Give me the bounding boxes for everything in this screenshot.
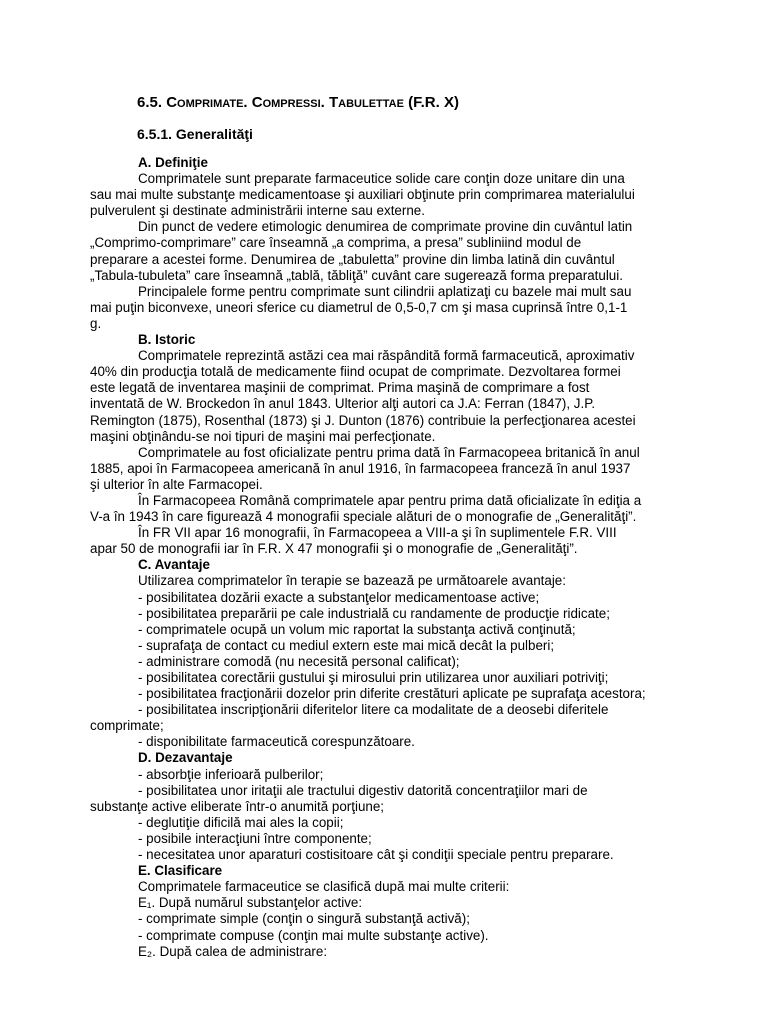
text-line: 1885, apoi în Farmacopeea americană în anul 1916, în farmacopeea franceză în anul 1937 bbox=[90, 460, 631, 476]
text-line: Remington (1875), Rosenthal (1873) şi J. Dunton (1876) contribuie la perfecţionarea acestei bbox=[90, 412, 636, 428]
text-line: maşini obţinându-se noi tipuri de maşini mai perfecţionate. bbox=[90, 428, 436, 444]
text-line: V-a în 1943 în care figurează 4 monografii speciale alături de o monografie de „Generalităţi”. bbox=[90, 509, 637, 525]
text-line: - deglutiţie dificilă mai ales la copii; bbox=[138, 814, 344, 830]
text-line: - administrare comodă (nu necesită personal calificat); bbox=[138, 653, 460, 669]
text-line: „Tabula-tubuleta” care înseamnă „tablă, tăbliţă” cuvânt care sugerează forma preparatului. bbox=[90, 267, 623, 283]
body-text bbox=[90, 155, 665, 960]
text-line: - necesitatea unor aparaturi costisitoare cât şi condiţii speciale pentru preparare. bbox=[138, 847, 614, 863]
text-line: mai puţin biconvexe, uneori sferice cu diametrul de 0,5-0,7 cm şi masa cuprinsă între 0,1-1 bbox=[90, 299, 628, 315]
section-heading: B. Istoric bbox=[138, 332, 196, 348]
text-line: În FR VII apar 16 monografii, în Farmacopeea a VIII-a şi în suplimentele F.R. VIII bbox=[138, 525, 617, 541]
text-line: - disponibilitate farmaceutică corespunzătoare. bbox=[138, 734, 415, 750]
text-line: inventată de W. Brockedon în anul 1843. Ulterior alţi autori ca J.A: Ferran (1847), J.P. bbox=[90, 396, 596, 412]
text-line: - posibilitatea corectării gustului şi mirosului prin utilizarea unor auxiliari potriviţi; bbox=[138, 670, 609, 685]
text-line: Comprimatele reprezintă astăzi cea mai răspândită formă farmaceutică, aproximativ bbox=[138, 348, 635, 364]
text-line: - posibilitatea inscripţionării diferitelor litere ca modalitate de a deosebi diferitele bbox=[138, 702, 609, 718]
text-line: este legată de inventarea maşinii de comprimat. Prima maşină de comprimare a fost bbox=[90, 380, 590, 396]
title-prefix: 6.5. bbox=[137, 94, 167, 111]
text-line: - posibilitatea dozării exacte a substanţelor medicamentoase active; bbox=[138, 589, 540, 605]
text-line: - posibilitatea unor iritaţii ale tractului digestiv datorită concentraţiilor mari de bbox=[138, 782, 588, 798]
text-line: comprimate; bbox=[90, 718, 164, 734]
section-title bbox=[137, 94, 459, 111]
text-line: g. bbox=[90, 315, 102, 331]
section-heading: D. Dezavantaje bbox=[138, 750, 233, 766]
text-line: substanţe active eliberate într-o anumită porţiune; bbox=[90, 798, 385, 814]
text-line: - posibilitatea preparării pe cale industrială cu randamente de producţie ridicate; bbox=[138, 605, 610, 621]
section-heading: E. Clasificare bbox=[138, 863, 223, 879]
text-line: - posibile interacţiuni între componente; bbox=[138, 830, 372, 846]
text-line: Comprimatele farmaceutice se clasifică după mai multe criterii: bbox=[138, 879, 510, 895]
text-line: - suprafaţa de contact cu mediul extern este mai mică decât la pulberi; bbox=[138, 637, 555, 653]
text-line: - comprimate compuse (conţin mai multe substanţe active). bbox=[138, 927, 489, 943]
text-line: În Farmacopeea Română comprimatele apar pentru prima dată oficializate în ediţia a bbox=[138, 492, 642, 508]
text-line: şi ulterior în alte Farmacopei. bbox=[90, 476, 263, 492]
text-line: apar 50 de monografii iar în F.R. X 47 monografii şi o monografie de „Generalităţi”. bbox=[90, 541, 578, 557]
text-line: Utilizarea comprimatelor în terapie se bazează pe următoarele avantaje: bbox=[138, 573, 566, 589]
text-line: „Comprimo-comprimare” care înseamnă „a comprima, a presa” subliniind modul de bbox=[90, 235, 582, 251]
text-line: - comprimate simple (conţin o singură substanţă activă); bbox=[138, 911, 470, 927]
text-line: - posibilitatea fracţionării dozelor prin diferite crestături aplicate pe suprafaţa acestora; bbox=[138, 686, 646, 702]
text-line: - comprimatele ocupă un volum mic raportat la substanţa activă conţinută; bbox=[138, 621, 576, 637]
text-line: E₂. După calea de administrare: bbox=[138, 943, 328, 959]
subsection-title: 6.5.1. Generalităţi bbox=[137, 126, 253, 142]
text-line: Din punct de vedere etimologic denumirea de comprimate provine din cuvântul latin bbox=[138, 219, 633, 235]
text-line: pulverulent şi destinate administrării interne sau externe. bbox=[90, 203, 425, 219]
text-line: preparare a acestei forme. Denumirea de „tabuletta” provine din limba latină din cuvântul bbox=[90, 251, 615, 267]
title-smallcaps: Comprimate. Compressi. Tabulettae bbox=[166, 94, 404, 111]
text-line: sau mai multe substanţe medicamentoase şi auxiliari obţinute prin comprimarea materialului bbox=[90, 187, 635, 203]
text-line: Comprimatele sunt preparate farmaceutice solide care conţin doze unitare din una bbox=[138, 171, 625, 187]
section-heading: C. Avantaje bbox=[138, 557, 210, 573]
text-line: Principalele forme pentru comprimate sunt cilindrii aplatizaţi cu bazele mai mult sau bbox=[138, 283, 632, 299]
text-line: Comprimatele au fost oficializate pentru prima dată în Farmacopeea britanică în anul bbox=[138, 444, 640, 460]
text-line: - absorbţie inferioară pulberilor; bbox=[138, 766, 324, 782]
section-heading: A. Definiţie bbox=[138, 155, 208, 170]
title-suffix: (F.R. X) bbox=[403, 94, 459, 111]
text-line: E₁. După numărul substanţelor active: bbox=[138, 895, 363, 911]
text-line: 40% din producţia totală de medicamente fiind ocupat de comprimate. Dezvoltarea formei bbox=[90, 364, 621, 380]
